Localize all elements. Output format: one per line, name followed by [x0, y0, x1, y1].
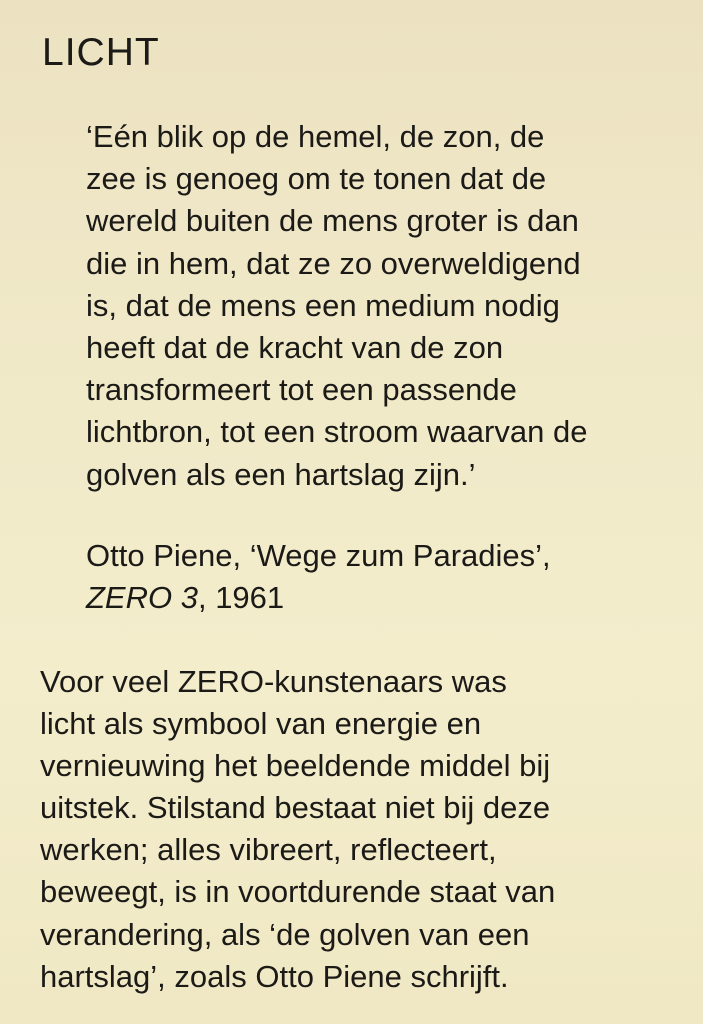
quote-line: heeft dat de kracht van de zon — [86, 330, 504, 366]
placard-heading: LICHT — [42, 31, 160, 74]
quote-block — [86, 116, 696, 496]
body-line: Voor veel ZERO-kunstenaars was — [40, 664, 507, 699]
body-line: verandering, als ‘de golven van een — [40, 916, 530, 952]
body-line: werken; alles vibreert, reflecteert, — [40, 832, 497, 868]
body-line: licht als symbool van energie en — [40, 706, 482, 742]
body-paragraph — [40, 661, 700, 998]
quote-line: golven als een hartslag zijn.’ — [86, 456, 476, 492]
attribution-source — [86, 577, 696, 619]
body-line: hartslag’, zoals Otto Piene schrijft. — [40, 958, 509, 994]
body-line: uitstek. Stilstand bestaat niet bij deze — [40, 790, 551, 826]
body-line: beweegt, is in voortdurende staat van — [40, 874, 556, 910]
quote-line: is, dat de mens een medium nodig — [86, 287, 560, 323]
attribution-publication: ZERO 3 — [86, 580, 198, 615]
quote-line: lichtbron, tot een stroom waarvan de — [86, 414, 588, 450]
quote-line: zee is genoeg om te tonen dat de — [86, 161, 547, 197]
attribution-author-title: Otto Piene, ‘Wege zum Paradies’, — [86, 538, 551, 573]
quote-attribution — [86, 535, 696, 619]
quote-line: ‘Eén blik op de hemel, de zon, de — [86, 119, 545, 154]
quote-line: wereld buiten de mens groter is dan — [86, 203, 579, 239]
attribution-year: , 1961 — [197, 580, 285, 615]
body-line: vernieuwing het beeldende middel bij — [40, 748, 551, 784]
quote-line: die in hem, dat ze zo overweldigend — [86, 245, 581, 281]
quote-line: transformeert tot een passende — [86, 372, 517, 408]
